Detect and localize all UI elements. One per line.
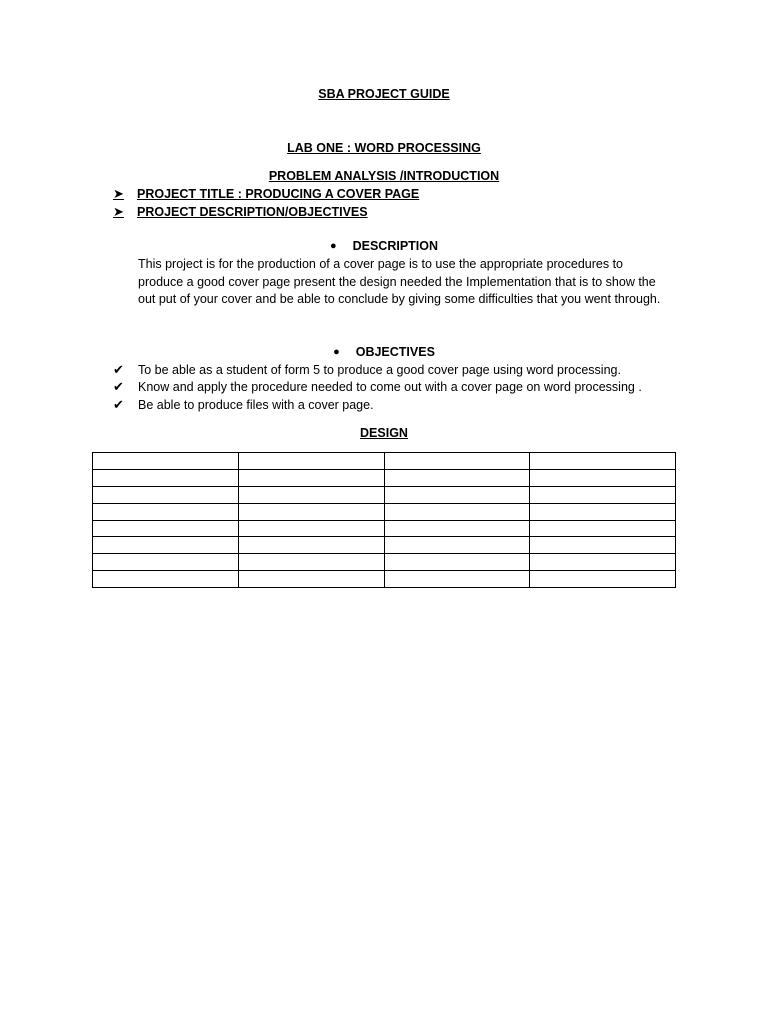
- design-table-cell: [238, 469, 384, 486]
- checkmark-icon: ✔: [113, 397, 124, 412]
- design-table-cell: [238, 537, 384, 554]
- arrow-list-item: [113, 186, 673, 202]
- design-table-cell: [93, 571, 239, 588]
- design-table-row: [93, 554, 676, 571]
- design-table-cell: [384, 486, 530, 503]
- design-table-cell: [93, 520, 239, 537]
- design-table-cell: [384, 520, 530, 537]
- design-table-row: [93, 469, 676, 486]
- checkmark-icon: ✔: [113, 362, 124, 377]
- objective-item: [113, 379, 673, 395]
- design-table-row: [93, 503, 676, 520]
- design-table-cell: [238, 453, 384, 470]
- design-table-cell: [384, 554, 530, 571]
- design-heading: DESIGN: [360, 426, 408, 440]
- objective-text: Be able to produce files with a cover page.: [138, 398, 374, 412]
- dot-bullet-icon: ●: [329, 240, 337, 252]
- arrow-bullet-icon: ➤: [113, 204, 124, 219]
- design-table-cell: [93, 503, 239, 520]
- checkmark-icon: ✔: [113, 379, 124, 394]
- objectives-heading: OBJECTIVES: [355, 345, 435, 359]
- design-table-cell: [530, 554, 676, 571]
- design-table-cell: [530, 453, 676, 470]
- design-table-cell: [93, 486, 239, 503]
- design-table-cell: [530, 469, 676, 486]
- design-table-cell: [238, 486, 384, 503]
- objectives-heading-row: [0, 345, 768, 359]
- design-table-row: [93, 520, 676, 537]
- dot-bullet-icon: ●: [333, 346, 340, 358]
- design-table-cell: [530, 571, 676, 588]
- design-table-row: [93, 537, 676, 554]
- objective-item: [113, 362, 673, 378]
- section-heading: PROBLEM ANALYSIS /INTRODUCTION: [268, 169, 500, 183]
- arrow-bullet-icon: ➤: [113, 186, 124, 201]
- design-table-cell: [384, 503, 530, 520]
- design-table-cell: [93, 554, 239, 571]
- design-table-cell: [93, 469, 239, 486]
- design-table-cell: [530, 503, 676, 520]
- objective-text: To be able as a student of form 5 to produce a good cover page using word processing.: [138, 363, 621, 377]
- design-table-cell: [93, 537, 239, 554]
- design-table-cell: [238, 520, 384, 537]
- design-table-row: [93, 486, 676, 503]
- document-title: SBA PROJECT GUIDE: [318, 87, 450, 101]
- design-table-cell: [384, 469, 530, 486]
- objective-item: [113, 397, 673, 413]
- design-table-row: [93, 453, 676, 470]
- design-table-cell: [93, 453, 239, 470]
- objective-text: Know and apply the procedure needed to come out with a cover page on word processing .: [138, 380, 642, 394]
- design-table-cell: [530, 520, 676, 537]
- design-table-cell: [238, 571, 384, 588]
- design-table-cell: [238, 503, 384, 520]
- arrow-list-item: [113, 204, 673, 220]
- lab-heading: LAB ONE : WORD PROCESSING: [287, 141, 481, 155]
- project-description-label: PROJECT DESCRIPTION/OBJECTIVES: [137, 205, 368, 219]
- description-heading: DESCRIPTION: [352, 239, 439, 253]
- design-table-cell: [530, 486, 676, 503]
- design-table-cell: [238, 554, 384, 571]
- description-heading-row: [0, 239, 768, 253]
- design-table-cell: [384, 537, 530, 554]
- design-table-cell: [384, 453, 530, 470]
- design-table-cell: [384, 571, 530, 588]
- design-table-cell: [530, 537, 676, 554]
- design-table-row: [93, 571, 676, 588]
- description-paragraph: This project is for the production of a cover page is to use the appropriate procedures to produce a good cover page present the design needed the Implementation that is to show the out put of your cover and be able to conclude by giving some difficulties that you went through.: [138, 257, 661, 307]
- project-title-label: PROJECT TITLE : PRODUCING A COVER PAGE: [137, 187, 420, 201]
- design-table: [92, 452, 676, 588]
